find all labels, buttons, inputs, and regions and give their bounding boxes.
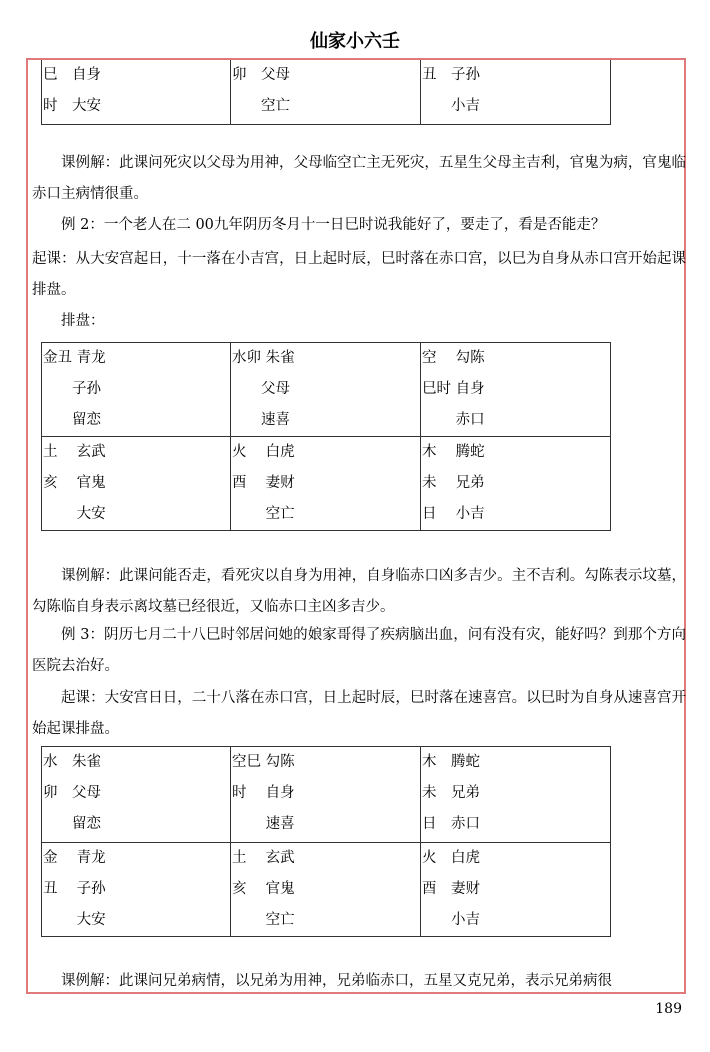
cell-line: 空亡 <box>232 912 295 928</box>
pan-table-2 <box>41 342 611 531</box>
cell-line: 金 青龙 <box>43 850 106 866</box>
cell-line: 速喜 <box>232 412 290 428</box>
paragraph: 课例解：此课问兄弟病情，以兄弟为用神，兄弟临赤口，五星又克兄弟，表示兄弟病很 <box>61 973 612 989</box>
pan-table-3 <box>41 746 611 937</box>
cell-line: 酉 妻财 <box>422 881 480 897</box>
paragraph: 课例解：此课问死灾以父母为用神，父母临空亡主无死灾，五星生父母主吉利，官鬼为病，官鬼临赤口主病情很重。 <box>32 155 686 202</box>
paragraph: 例 2：一个老人在二 00九年阴历冬月十一日巳时说我能好了，要走了，看是否能走？ <box>61 217 606 233</box>
cell-line: 空 勾陈 <box>422 350 485 366</box>
cell-line: 父母 <box>232 381 290 397</box>
pan-cell <box>421 437 611 531</box>
page-title: 仙家小六壬 <box>310 31 400 52</box>
cell-line: 金丑 青龙 <box>43 350 106 366</box>
cell-line: 土 玄武 <box>43 444 106 460</box>
pan-cell <box>421 60 611 125</box>
pan-cell <box>42 843 231 937</box>
pan-cell <box>231 747 421 843</box>
cell-line: 木 腾蛇 <box>422 444 485 460</box>
pan-cell <box>421 843 611 937</box>
cell-line: 巳 自身 <box>43 67 101 83</box>
cell-line: 火 白虎 <box>232 444 295 460</box>
cell-line: 丑 子孙 <box>43 881 106 897</box>
pan-cell <box>42 60 231 125</box>
pan-cell <box>231 343 421 437</box>
cell-line: 大安 <box>43 912 106 928</box>
cell-line: 火 白虎 <box>422 850 480 866</box>
cell-line: 赤口 <box>422 412 485 428</box>
cell-line: 空亡 <box>232 506 295 522</box>
cell-line: 亥 官鬼 <box>232 881 295 897</box>
cell-line: 未 兄弟 <box>422 785 480 801</box>
cell-line: 巳时 自身 <box>422 381 485 397</box>
cell-line: 时 大安 <box>43 98 101 114</box>
pan-cell <box>231 437 421 531</box>
page-number: 189 <box>655 1001 682 1017</box>
paragraph: 例 3：阴历七月二十八巳时邻居问她的娘家哥得了疾病脑出血，问有没有灾，能好吗？到那个方向医院去治好。 <box>32 627 686 674</box>
cell-line: 土 玄武 <box>232 850 295 866</box>
pan-cell <box>231 60 421 125</box>
paragraph: 课例解：此课问能否走，看死灾以自身为用神，自身临赤口凶多吉少。主不吉利。勾陈表示坟墓，勾陈临自身表示离坟墓已经很近，又临赤口主凶多吉少。 <box>32 568 686 615</box>
cell-line: 卯 父母 <box>43 785 101 801</box>
cell-line: 留恋 <box>43 412 101 428</box>
cell-line: 未 兄弟 <box>422 475 485 491</box>
cell-line: 空亡 <box>232 98 290 114</box>
paragraph: 起课：从大安宫起日，十一落在小吉宫，日上起时辰，巳时落在赤口宫，以巳为自身从赤口宫开始起课排盘。 <box>32 251 686 298</box>
cell-line: 速喜 <box>232 816 295 832</box>
cell-line: 小吉 <box>422 98 480 114</box>
cell-line: 亥 官鬼 <box>43 475 106 491</box>
cell-line: 水 朱雀 <box>43 754 101 770</box>
cell-line: 小吉 <box>422 912 480 928</box>
cell-line: 时 自身 <box>232 785 295 801</box>
pan-cell <box>42 747 231 843</box>
pan-cell <box>42 437 231 531</box>
cell-line: 日 小吉 <box>422 506 485 522</box>
cell-line: 水卯 朱雀 <box>232 350 295 366</box>
cell-line: 木 腾蛇 <box>422 754 480 770</box>
pan-cell <box>42 343 231 437</box>
cell-line: 大安 <box>43 506 106 522</box>
cell-line: 子孙 <box>43 381 101 397</box>
paragraph: 起课：大安宫日日，二十八落在赤口宫，日上起时辰，巳时落在速喜宫。以巳时为自身从速喜宫开始起课排盘。 <box>32 690 686 737</box>
paragraph: 排盘： <box>61 313 105 329</box>
pan-cell <box>421 343 611 437</box>
cell-line: 空巳 勾陈 <box>232 754 295 770</box>
cell-line: 丑 子孙 <box>422 67 480 83</box>
cell-line: 留恋 <box>43 816 101 832</box>
cell-line: 酉 妻财 <box>232 475 295 491</box>
pan-table-1 <box>41 60 611 125</box>
cell-line: 卯 父母 <box>232 67 290 83</box>
pan-cell <box>421 747 611 843</box>
pan-cell <box>231 843 421 937</box>
cell-line: 日 赤口 <box>422 816 480 832</box>
